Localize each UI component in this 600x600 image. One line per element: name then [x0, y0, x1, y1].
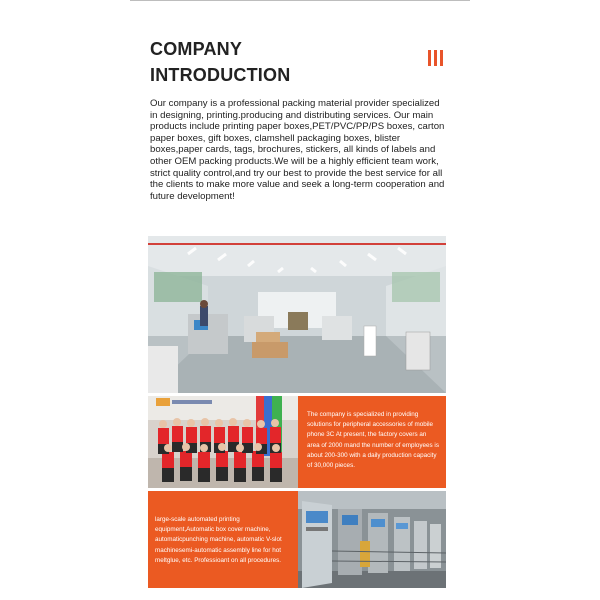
printing-machine-photo: [298, 491, 446, 588]
top-divider: [130, 0, 470, 1]
equipment-caption-box: [148, 491, 298, 588]
team-caption-text: The company is specialized in providing solutions for peripheral accessories of mobile phone 3C At present, the factory covers an area of 2000 mand the number of employees is about 200-300 with a daily production capacity of 30,000 pieces.: [307, 411, 439, 470]
team-photo: [148, 396, 298, 488]
three-vertical-bars-icon: [428, 50, 444, 66]
title-line-2: INTRODUCTION: [150, 65, 291, 85]
page-title: [150, 36, 290, 88]
factory-floor-photo: [148, 236, 446, 393]
title-line-1: COMPANY: [150, 39, 243, 59]
team-caption-box: [298, 396, 446, 488]
equipment-caption-text: large-scale automated printing equipment,Automatic box cover machine, automaticpunching machine, automatic V-slot machinesemi-automatic assembly line for hot meltglue, etc. Professioant on all procedures.: [155, 516, 282, 564]
intro-paragraph: Our company is a professional packing material provider specialized in designing, printing.producing and distributing services. Our main products include printing paper boxes,PET/PVC/PP/PS boxes, carton paper boxes, gift boxes, clamshell packaging boxes, blister boxes,paper cards, tags, brochures, stickers, all kinds of labels and other OEM packing products.We will be a highly efficient team work, strict quality control,and try our best to provide the best service for all the clients to make more value and seek a long-term cooperation and future development!: [150, 98, 445, 202]
